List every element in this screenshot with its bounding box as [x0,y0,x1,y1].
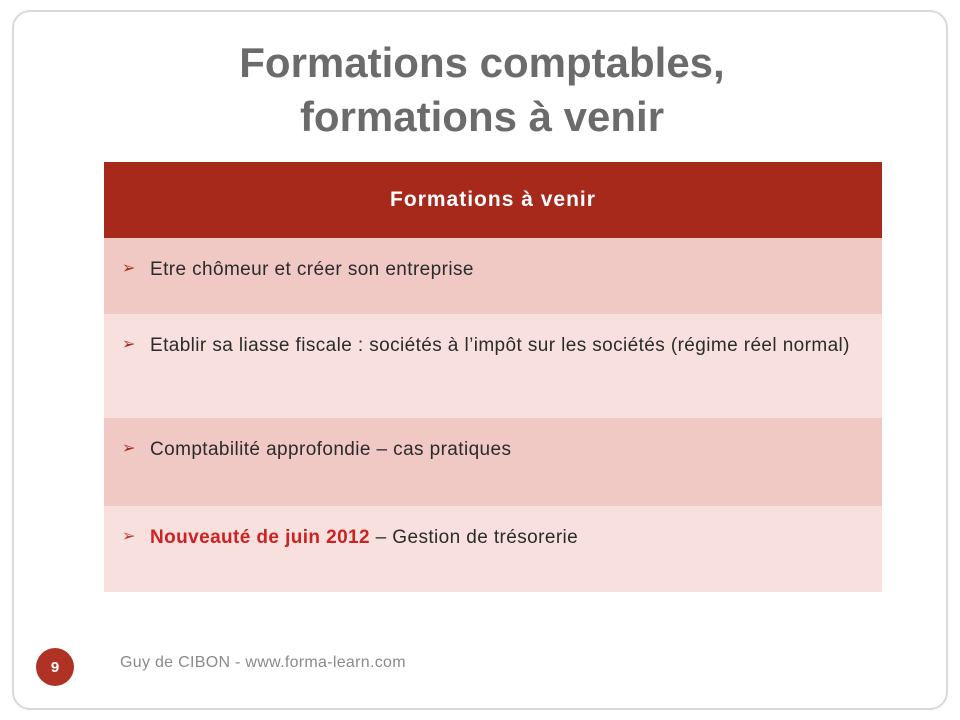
table-row-rest: – Gestion de trésorerie [369,527,579,548]
table-row [104,238,882,314]
table-row-text: Etre chômeur et créer son entreprise [150,259,474,280]
formations-table [104,162,882,592]
table-header: Formations à venir [104,162,882,238]
arrow-bullet-icon: ➢ [122,260,136,277]
table-row-text: Comptabilité approfondie – cas pratiques [150,439,512,460]
table-row [104,314,882,418]
arrow-bullet-icon: ➢ [122,336,136,353]
arrow-bullet-icon: ➢ [122,440,136,457]
arrow-bullet-icon: ➢ [122,528,136,545]
table-row [104,506,882,592]
table-row [104,418,882,506]
table-row-text [150,524,866,552]
footer-credit: Guy de CIBON - www.forma-learn.com [120,654,406,671]
page-title-line-1: Formations comptables, [239,39,725,86]
page-title [14,36,948,144]
page-number-badge: 9 [36,648,74,686]
table-row-highlight: Nouveauté de juin 2012 [150,527,370,548]
slide-frame [12,10,948,710]
page-title-line-2: formations à venir [299,92,665,140]
table-row-text: Etablir sa liasse fiscale : sociétés à l’impôt sur les sociétés (régime réel normal) [150,335,850,356]
